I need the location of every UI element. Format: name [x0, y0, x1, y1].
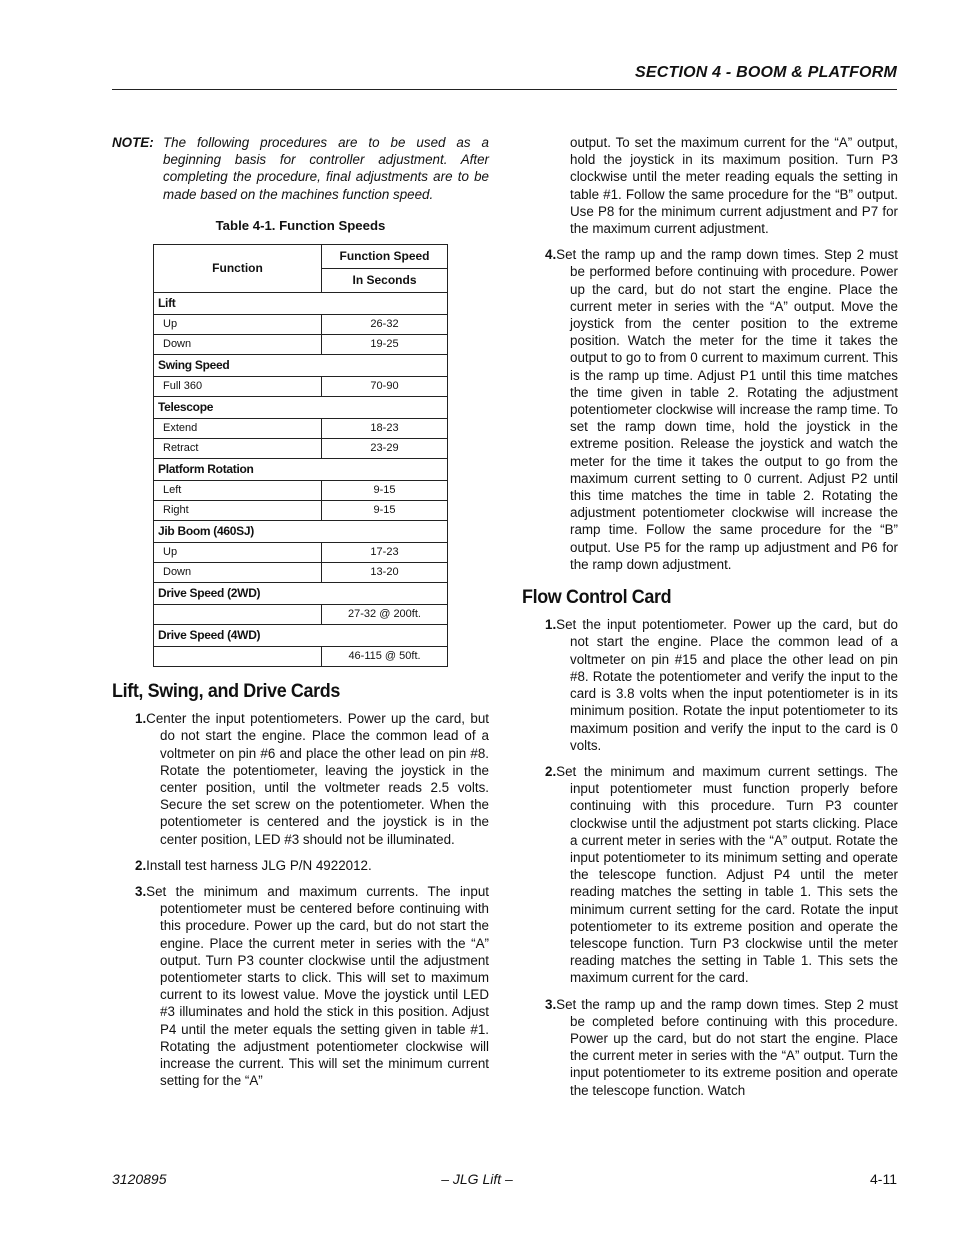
table-group-label: Swing Speed: [154, 355, 448, 377]
table-cell-speed: 46-115 @ 50ft.: [322, 647, 448, 667]
table-caption: Table 4-1. Function Speeds: [215, 217, 386, 233]
list-item: [522, 996, 898, 1099]
table-row: [154, 315, 448, 335]
footer-page-number: 4-11: [870, 1171, 897, 1187]
step-number: 1.: [545, 617, 557, 633]
list-item: [112, 857, 489, 874]
table-group-row: [154, 355, 448, 377]
column-header-function: Function: [154, 245, 322, 293]
column-header-speed: Function Speed: [322, 245, 448, 269]
step-text: Install test harness JLG P/N 4922012.: [146, 857, 372, 873]
table-group-row: [154, 521, 448, 543]
section-header-title: SECTION 4 - BOOM & PLATFORM: [635, 64, 897, 81]
table-row: [154, 481, 448, 501]
footer-publisher: – JLG Lift –: [441, 1171, 513, 1187]
step-number: 3.: [545, 996, 557, 1012]
table-cell-function: [154, 605, 322, 625]
table-group-label: Drive Speed (2WD): [154, 583, 448, 605]
table-cell-function: Up: [154, 315, 322, 335]
table-group-label: Platform Rotation: [154, 459, 448, 481]
table-group-label: Drive Speed (4WD): [154, 625, 448, 647]
list-item: [112, 710, 489, 848]
list-item: [522, 246, 898, 573]
table-cell-function: Full 360: [154, 377, 322, 397]
table-row: [154, 563, 448, 583]
step-number: 2.: [545, 763, 557, 779]
note-text: The following procedures are to be used as a beginning basis for controller adjustment. After completing the procedure, final adjustments are to be made based on the machines function speed.: [163, 135, 489, 202]
table-cell-speed: 9-15: [322, 481, 448, 501]
table-cell-speed: 18-23: [322, 419, 448, 439]
table-cell-speed: 70-90: [322, 377, 448, 397]
table-cell-function: Up: [154, 543, 322, 563]
table-row: [154, 543, 448, 563]
step-text: Center the input potentiometers. Power up the card, but do not start the engine. Place the common lead of a voltmeter on pin #6 and place the other lead on pin #8. Rotate the potentiometer, leaving the joystick in the center position, until the voltmeter reads 2.5 volts. Secure the set screw on the potentiometer. When the potentiometer is centered and the joystick is in the center position, LED #3 should not be illuminated.: [146, 711, 489, 847]
step-text: Set the minimum and maximum currents. The input potentiometer must be centered before continuing with this procedure. Power up the card, but do not start the engine. Place the current meter in series with the “A” output. Turn P3 counter clockwise until the adjustment potentiometer starts to click. This will set to maximum current to its lowest value. Move the joystick until LED #3 illuminates and hold the stick in this position. Adjust P4 until the meter equals the setting given in table #1. Rotating the adjustment potentiometer clockwise will increase the current. This will set the minimum current setting for the “A”: [146, 884, 489, 1089]
table-group-label: Lift: [154, 293, 448, 315]
table-row: [154, 647, 448, 667]
step-number: 4.: [545, 247, 557, 263]
table-cell-speed: 19-25: [322, 335, 448, 355]
table-group-row: [154, 625, 448, 647]
left-column: [112, 134, 489, 1098]
table-row: [154, 419, 448, 439]
table-group-label: Telescope: [154, 397, 448, 419]
table-cell-function: Right: [154, 501, 322, 521]
table-cell-speed: 9-15: [322, 501, 448, 521]
table-cell-function: Down: [154, 335, 322, 355]
table-cell-speed: 13-20: [322, 563, 448, 583]
table-cell-function: Retract: [154, 439, 322, 459]
step-text: Set the ramp up and the ramp down times. Step 2 must be performed before continuing with procedure. Power up the card, but do not start the engine. Place the current meter in series with the “A” output. Move the joystick from the center position to the extreme position. Watch the meter for the time it takes the output to go to from 0 current to maximum current. This is the ramp up time. Adjust P1 until this time matches the time given in table 2. Rotating the adjustment potentiometer clockwise will increase the ramp time. To set the ramp down time, hold the joystick in the extreme position. Release the joystick and watch the meter for the time it takes the output to go from the maximum current setting to 0 current. Adjust P2 until this time matches the time in table 2. Rotating the adjustment potentiometer clockwise will increase the ramp time. Follow the same procedure for the “B” output. Use P5 for the ramp up adjustment and P6 for the ramp down adjustment.: [556, 247, 898, 572]
table-group-row: [154, 293, 448, 315]
table-cell-speed: 17-23: [322, 543, 448, 563]
list-item: [112, 883, 489, 1089]
table-row: [154, 501, 448, 521]
table-group-label: Jib Boom (460SJ): [154, 521, 448, 543]
step-number: 1.: [135, 711, 147, 727]
table-row: [154, 605, 448, 625]
column-header-seconds: In Seconds: [322, 269, 448, 293]
header-divider: [112, 89, 897, 90]
step-text: Set the ramp up and the ramp down times. Step 2 must be completed before continuing with this procedure. Power up the card, but do not start the engine. Place the current meter in series with the “A” output. Turn the input potentiometer to its extreme position and operate the telescope function. Watch: [556, 996, 898, 1098]
table-group-row: [154, 459, 448, 481]
table-cell-function: Down: [154, 563, 322, 583]
table-header-row: [154, 245, 448, 269]
function-speeds-table: [153, 244, 448, 667]
table-cell-function: [154, 647, 322, 667]
step-number: 2.: [135, 857, 147, 873]
list-item: [522, 763, 898, 987]
table-cell-function: Left: [154, 481, 322, 501]
footer-doc-number: 3120895: [112, 1171, 167, 1187]
table-row: [154, 335, 448, 355]
table-group-row: [154, 583, 448, 605]
right-column: [522, 134, 898, 1108]
table-cell-speed: 23-29: [322, 439, 448, 459]
table-cell-speed: 27-32 @ 200ft.: [322, 605, 448, 625]
step-text: Set the input potentiometer. Power up the card, but do not start the engine. Place the common lead of a voltmeter on pin #15 and place the other lead on pin #8. Rotate the potentiometer and verify the input to the card is 3.8 volts when the input potentiometer is in its minimum position. Rotate the input potentiometer to its maximum position and verify the input to the card is 0 volts.: [556, 617, 898, 753]
table-row: [154, 439, 448, 459]
section-heading-lift-swing-drive: Lift, Swing, and Drive Cards: [112, 680, 340, 703]
table-cell-speed: 26-32: [322, 315, 448, 335]
table-row: [154, 377, 448, 397]
list-item: [522, 616, 898, 754]
step-continuation: output. To set the maximum current for the “A” output, hold the joystick in its maximum position. Turn P3 clockwise until the meter reading equals the setting in table #1. Follow the same procedure for the “B” output. Use P8 for the minimum current adjustment and P7 for the maximum current adjustment.: [570, 135, 898, 237]
table-cell-function: Extend: [154, 419, 322, 439]
note-label: NOTE:: [112, 135, 154, 150]
lift-steps-list: [112, 710, 489, 1089]
section-heading-flow-control: Flow Control Card: [522, 586, 672, 609]
flow-steps-list: [522, 616, 898, 1098]
step-text: Set the minimum and maximum current settings. The input potentiometer must function properly before continuing with this procedure. Turn P3 counter clockwise until the adjustment pot starts clicking. Place a current meter in series with the “A” output. Rotate the input potentiometer to its minimum setting and operate the telescope function. Adjust P4 until the meter reading matches the setting in table 1. This sets the minimum current setting for the card. Rotate the input potentiometer to its extreme position and operate the telescope function. Turn P3 clockwise until the meter reading matches the setting in Table 1. This sets the maximum current for the card.: [556, 763, 898, 986]
note-block: [112, 134, 489, 203]
step-number: 3.: [135, 884, 147, 900]
table-group-row: [154, 397, 448, 419]
